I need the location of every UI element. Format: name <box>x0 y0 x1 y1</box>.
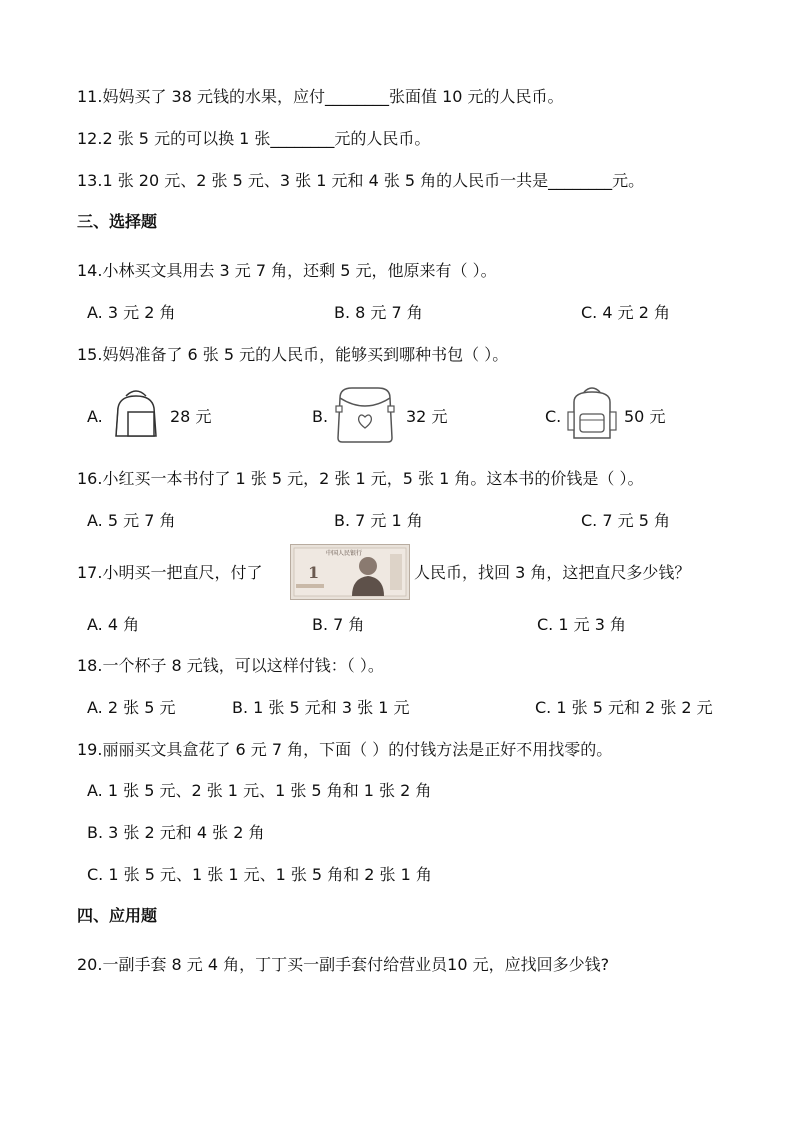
q14-option-c: C. 4 元 2 角 <box>581 303 670 322</box>
question-15: 15.妈妈准备了 6 张 5 元的人民币，能够买到哪种书包（ ）。 <box>77 345 509 364</box>
heart-backpack-icon <box>330 384 400 446</box>
q19-option-c: C. 1 张 5 元、1 张 1 元、1 张 5 角和 2 张 1 角 <box>87 865 432 884</box>
q15-option-c-price: 50 元 <box>624 407 666 426</box>
question-17-prefix: 17.小明买一把直尺，付了 <box>77 563 263 582</box>
section-heading-choice: 三、选择题 <box>77 212 158 231</box>
question-12: 12.2 张 5 元的可以换 1 张________元的人民币。 <box>77 129 431 148</box>
question-20: 20.一副手套 8 元 4 角，丁丁买一副手套付给营业员10 元，应找回多少钱? <box>77 955 610 974</box>
backpack-icon <box>110 386 162 442</box>
one-yuan-banknote-image <box>290 544 410 600</box>
q17-option-c: C. 1 元 3 角 <box>537 615 626 634</box>
q14-option-a: A. 3 元 2 角 <box>87 303 176 322</box>
q16-option-c: C. 7 元 5 角 <box>581 511 670 530</box>
q18-option-c: C. 1 张 5 元和 2 张 2 元 <box>535 698 713 717</box>
q19-option-a: A. 1 张 5 元、2 张 1 元、1 张 5 角和 1 张 2 角 <box>87 781 432 800</box>
q17-option-b: B. 7 角 <box>312 615 365 634</box>
q15-option-b-letter: B. <box>312 407 329 426</box>
question-14: 14.小林买文具用去 3 元 7 角，还剩 5 元，他原来有（ ）。 <box>77 261 497 280</box>
banknote-value: 1 <box>308 563 320 582</box>
banknote-bank-label: 中国人民银行 <box>326 550 363 557</box>
q15-option-a-letter: A. <box>87 407 103 426</box>
q18-option-b: B. 1 张 5 元和 3 张 1 元 <box>232 698 410 717</box>
q18-option-a: A. 2 张 5 元 <box>87 698 176 717</box>
school-backpack-icon <box>566 384 618 444</box>
question-11: 11.妈妈买了 38 元钱的水果，应付________张面值 10 元的人民币。 <box>77 87 564 106</box>
question-18: 18.一个杯子 8 元钱，可以这样付钱：（ ）。 <box>77 656 384 675</box>
question-13: 13.1 张 20 元、2 张 5 元、3 张 1 元和 4 张 5 角的人民币一共是________元。 <box>77 171 645 190</box>
section-heading-application: 四、应用题 <box>77 906 158 925</box>
question-19: 19.丽丽买文具盒花了 6 元 7 角，下面（ ）的付钱方法是正好不用找零的。 <box>77 740 613 759</box>
question-16: 16.小红买一本书付了 1 张 5 元，2 张 1 元，5 张 1 角。这本书的价钱是（ ）。 <box>77 469 644 488</box>
q16-option-b: B. 7 元 1 角 <box>334 511 423 530</box>
q14-option-b: B. 8 元 7 角 <box>334 303 423 322</box>
q15-option-c-letter: C. <box>545 407 562 426</box>
question-17-suffix: 人民币，找回 3 角，这把直尺多少钱？ <box>414 563 691 582</box>
q15-option-b-price: 32 元 <box>406 407 448 426</box>
q16-option-a: A. 5 元 7 角 <box>87 511 176 530</box>
q19-option-b: B. 3 张 2 元和 4 张 2 角 <box>87 823 265 842</box>
q15-option-a-price: 28 元 <box>170 407 212 426</box>
q17-option-a: A. 4 角 <box>87 615 140 634</box>
